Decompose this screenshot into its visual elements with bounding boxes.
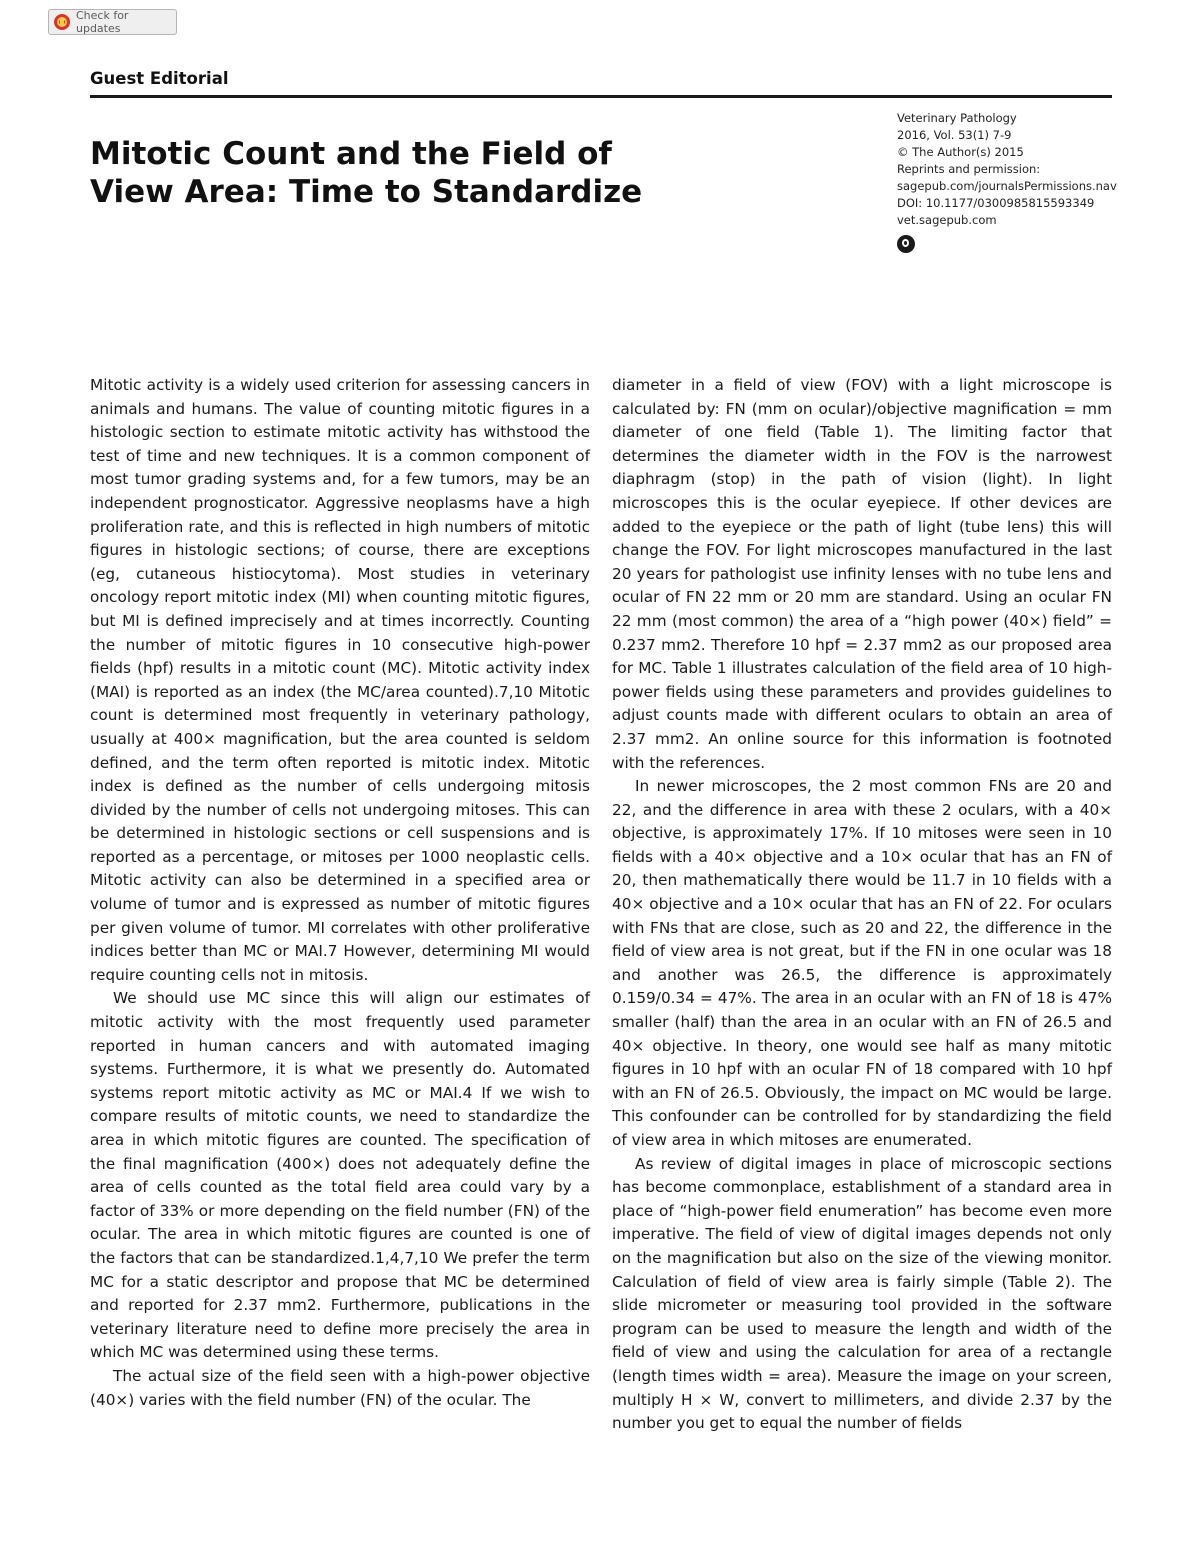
journal-url[interactable]: vet.sagepub.com (897, 213, 997, 227)
paragraph: diameter in a field of view (FOV) with a light microscope is calculated by: FN (mm on ocular)/objective magnification = mm diameter of one field (Table 1). The limiting factor that determines the diameter width in the FOV is the narrowest diaphragm (stop) in the path of vision (light). In light microscopes this is the ocular eyepiece. If other devices are added to the eyepiece or the path of light (tube lens) this will change the FOV. For light microscopes manufactured in the last 20 years for pathologist use infinity lenses with no tube lens and ocular of FN 22 mm or 20 mm are standard. Using an ocular FN 22 mm (most common) the area of a “high power (40×) field” = 0.237 mm2. Therefore 10 hpf = 2.37 mm2 as our proposed area for MC. Table 1 illustrates calculation of the field area of 10 high-power fields using these parameters and provides guidelines to adjust counts made with different oculars to obtain an area of 2.37 mm2. An online source for this information is footnoted with the references. (612, 376, 1112, 772)
reprints-label: Reprints and permission: (897, 162, 1041, 176)
crossmark-icon (54, 14, 70, 30)
title-line-2: View Area: Time to Standardize (90, 174, 643, 210)
paragraph: We should use MC since this will align our estimates of mitotic activity with the most frequently used parameter reported in human cancers and with automated imaging systems. Furthermore, it is what we presently do. Automated systems report mitotic activity as MC or MAI.4 If we wish to compare results of mitotic counts, we need to standardize the area in which mitotic figures are counted. The specification of the final magnification (400×) does not adequately define the area of cells counted as the total field area could vary by a factor of 33% or more depending on the field number (FN) of the ocular. The area in which mitotic figures are counted is one of the factors that can be standardized.1,4,7,10 We prefer the term MC for a static descriptor and propose that MC be determined and reported for 2.37 mm2. Furthermore, publications in the veterinary literature need to define more precisely the area in which MC was determined using these terms. (90, 989, 590, 1362)
paragraph: In newer microscopes, the 2 most common FNs are 20 and 22, and the difference in area with these 2 oculars, with a 40× objective, is approximately 17%. If 10 mitoses were seen in 10 fields with a 40× objective and a 10× ocular that has an FN of 20, then mathematically there would be 11.7 in 10 fields with a 40× objective and a 10× ocular that has an FN of 22. For oculars with FNs that are close, such as 20 and 22, the difference in the field of view area is not great, but if the FN in one ocular was 18 and another was 26.5, the difference is approximately 0.159/0.34 = 47%. The area in an ocular with an FN of 18 is 47% smaller (half) than the area in an ocular with an FN of 26.5 and 40× objective. In theory, one would see half as many mitotic figures in 10 hpf with an ocular FN of 18 compared with 10 hpf with an FN of 26.5. Obviously, the impact on MC would be large. This confounder can be controlled for by standardizing the field of view area in which mitoses are enumerated. (612, 777, 1112, 1149)
journal-volume: 2016, Vol. 53(1) 7-9 (897, 128, 1012, 142)
body-column-left (90, 374, 590, 1412)
permissions-link[interactable]: sagepub.com/journalsPermissions.nav (897, 179, 1117, 193)
paragraph: The actual size of the field seen with a high-power objective (40×) varies with the field number (FN) of the ocular. The (90, 1366, 590, 1409)
journal-metadata (897, 110, 1127, 253)
section-label: Guest Editorial (90, 69, 229, 88)
check-for-updates-button[interactable] (48, 9, 177, 35)
open-access-icon (897, 235, 915, 253)
check-for-updates-label: Check for updates (76, 9, 129, 35)
header-rule (90, 95, 1112, 98)
copyright: © The Author(s) 2015 (897, 145, 1024, 159)
body-column-right (612, 374, 1112, 1436)
title-line-1: Mitotic Count and the Field of (90, 136, 612, 172)
article-title (90, 135, 710, 211)
paragraph: As review of digital images in place of microscopic sections has become commonplace, establishment of a standard area in place of “high-power field enumeration” has become even more imperative. The field of view of digital images depends not only on the magnification but also on the size of the viewing monitor. Calculation of field of view area is fairly simple (Table 2). The slide micrometer or measuring tool provided in the software program can be used to measure the length and width of the field of view and using the calculation for area of a rectangle (length times width = area). Measure the image on your screen, multiply H × W, convert to millimeters, and divide 2.37 by the number you get to equal the number of fields (612, 1154, 1112, 1433)
paragraph: Mitotic activity is a widely used criterion for assessing cancers in animals and humans. The value of counting mitotic figures in a histologic section to estimate mitotic activity has withstood the test of time and new techniques. It is a common component of most tumor grading systems and, for a few tumors, may be an independent prognosticator. Aggressive neoplasms have a high proliferation rate, and this is reflected in high numbers of mitotic figures in histologic sections; of course, there are exceptions (eg, cutaneous histiocytoma). Most studies in veterinary oncology report mitotic index (MI) when counting mitotic figures, but MI is defined imprecisely and at times incorrectly. Counting the number of mitotic figures in 10 consecutive high-power fields (hpf) results in a mitotic count (MC). Mitotic activity index (MAI) is reported as an index (the MC/area counted).7,10 Mitotic count is determined most frequently in veterinary pathology, usually at 400× magnification, but the area counted is seldom defined, and the term often reported is mitotic index. Mitotic index is defined as the number of cells undergoing mitosis divided by the number of cells not undergoing mitoses. This can be determined in histologic sections or cell suspensions and is reported as a percentage, or mitoses per 1000 neoplastic cells. Mitotic activity can also be determined in a specified area or volume of tumor and is expressed as number of mitotic figures per given volume of tumor. MI correlates with other proliferative indices better than MC or MAI.7 However, determining MI would require counting cells not in mitosis. (90, 376, 590, 984)
doi[interactable]: DOI: 10.1177/0300985815593349 (897, 196, 1095, 210)
journal-name: Veterinary Pathology (897, 111, 1017, 125)
